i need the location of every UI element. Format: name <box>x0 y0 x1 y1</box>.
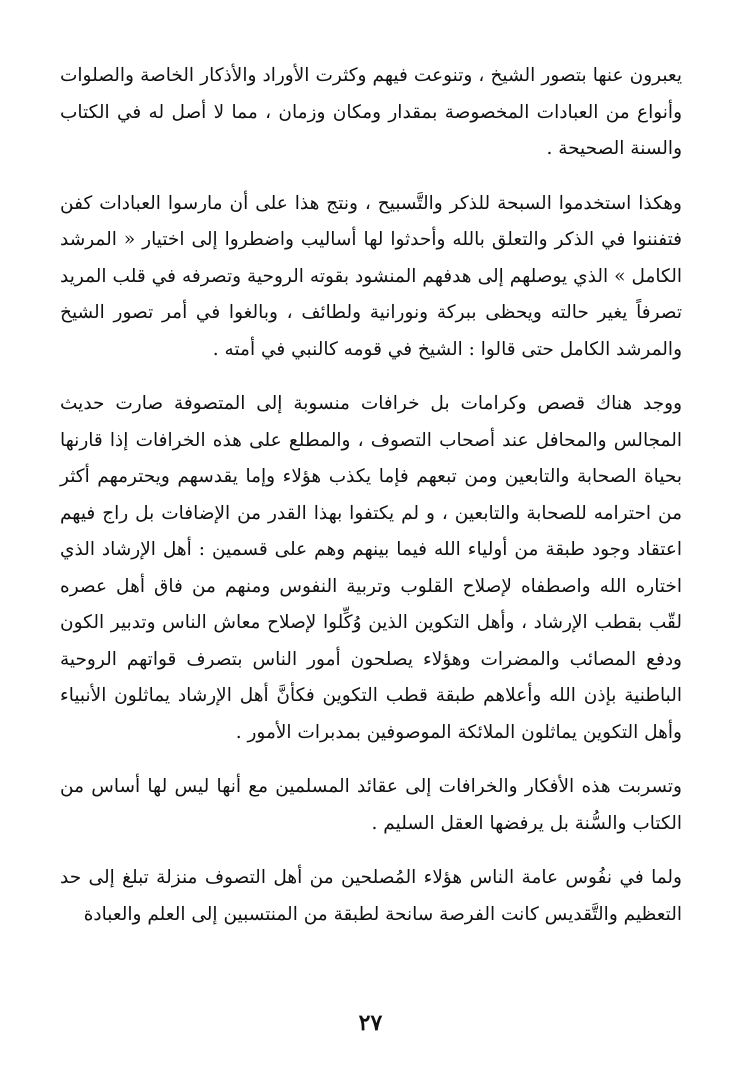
page-number: ٢٧ <box>358 1010 383 1036</box>
paragraph-2: وهكذا استخدموا السبحة للذكر والتَّسبيح ، ونتج هذا على أن مارسوا العبادات كفن فتفننوا في الذكر والتعلق بالله وأحدثوا لها أساليب واضطروا إلى اختيار « المرشد الكامل » الذي يوصلهم إلى هدفهم المنشود بقوته الروحية وتصرفه في قلب المريد تصرفاً يغير حالته ويحظى ببركة ونورانية ولطائف ، وبالغوا في أمر تصور الشيخ والمرشد الكامل حتى قالوا : الشيخ في قومه كالنبي في أمته . <box>60 192 682 360</box>
paragraph-5: ولما في نفُوس عامة الناس هؤلاء المُصلحين من أهل التصوف منزلة تبلغ إلى حد التعظيم والتَّقديس كانت الفرصة سانحة لطبقة من المنتسبين إلى العلم والعبادة <box>60 867 682 925</box>
paragraph-4: وتسربت هذه الأفكار والخرافات إلى عقائد المسلمين مع أنها ليس لها أساس من الكتاب والسُّنة بل يرفضها العقل السليم . <box>60 776 682 834</box>
paragraph-1: يعبرون عنها بتصور الشيخ ، وتنوعت فيهم وكثرت الأوراد والأذكار الخاصة والصلوات وأنواع من العبادات المخصوصة بمقدار ومكان وزمان ، مما لا أصل له في الكتاب والسنة الصحيحة . <box>60 65 682 159</box>
document-body <box>60 58 682 933</box>
paragraph-3: ووجد هناك قصص وكرامات بل خرافات منسوبة إلى المتصوفة صارت حديث المجالس والمحافل عند أصحاب التصوف ، والمطلع على هذه الخرافات إذا قارنها بحياة الصحابة والتابعين ومن تبعهم فإما يكذب هؤلاء وإما يقدسهم ويحترمهم أكثر من احترامه للصحابة والتابعين ، و لم يكتفوا بهذا القدر من الإضافات بل راج فيهم اعتقاد وجود طبقة من أولياء الله فيما بينهم وهم على قسمين : أهل الإرشاد الذي اختاره الله واصطفاه لإصلاح القلوب وتربية النفوس ومنهم من فاق أهل عصره لقّب بقطب الإرشاد ، وأهل التكوين الذين وُكِّلوا لإصلاح معاش الناس وتدبير الكون ودفع المصائب والمضرات وهؤلاء يصلحون أمور الناس بتصرف قواتهم الروحية الباطنية بإذن الله وأعلاهم طبقة قطب التكوين فكأنَّ أهل الإرشاد يماثلون الأنبياء وأهل التكوين يماثلون الملائكة الموصوفين بمدبرات الأمور . <box>60 393 682 743</box>
